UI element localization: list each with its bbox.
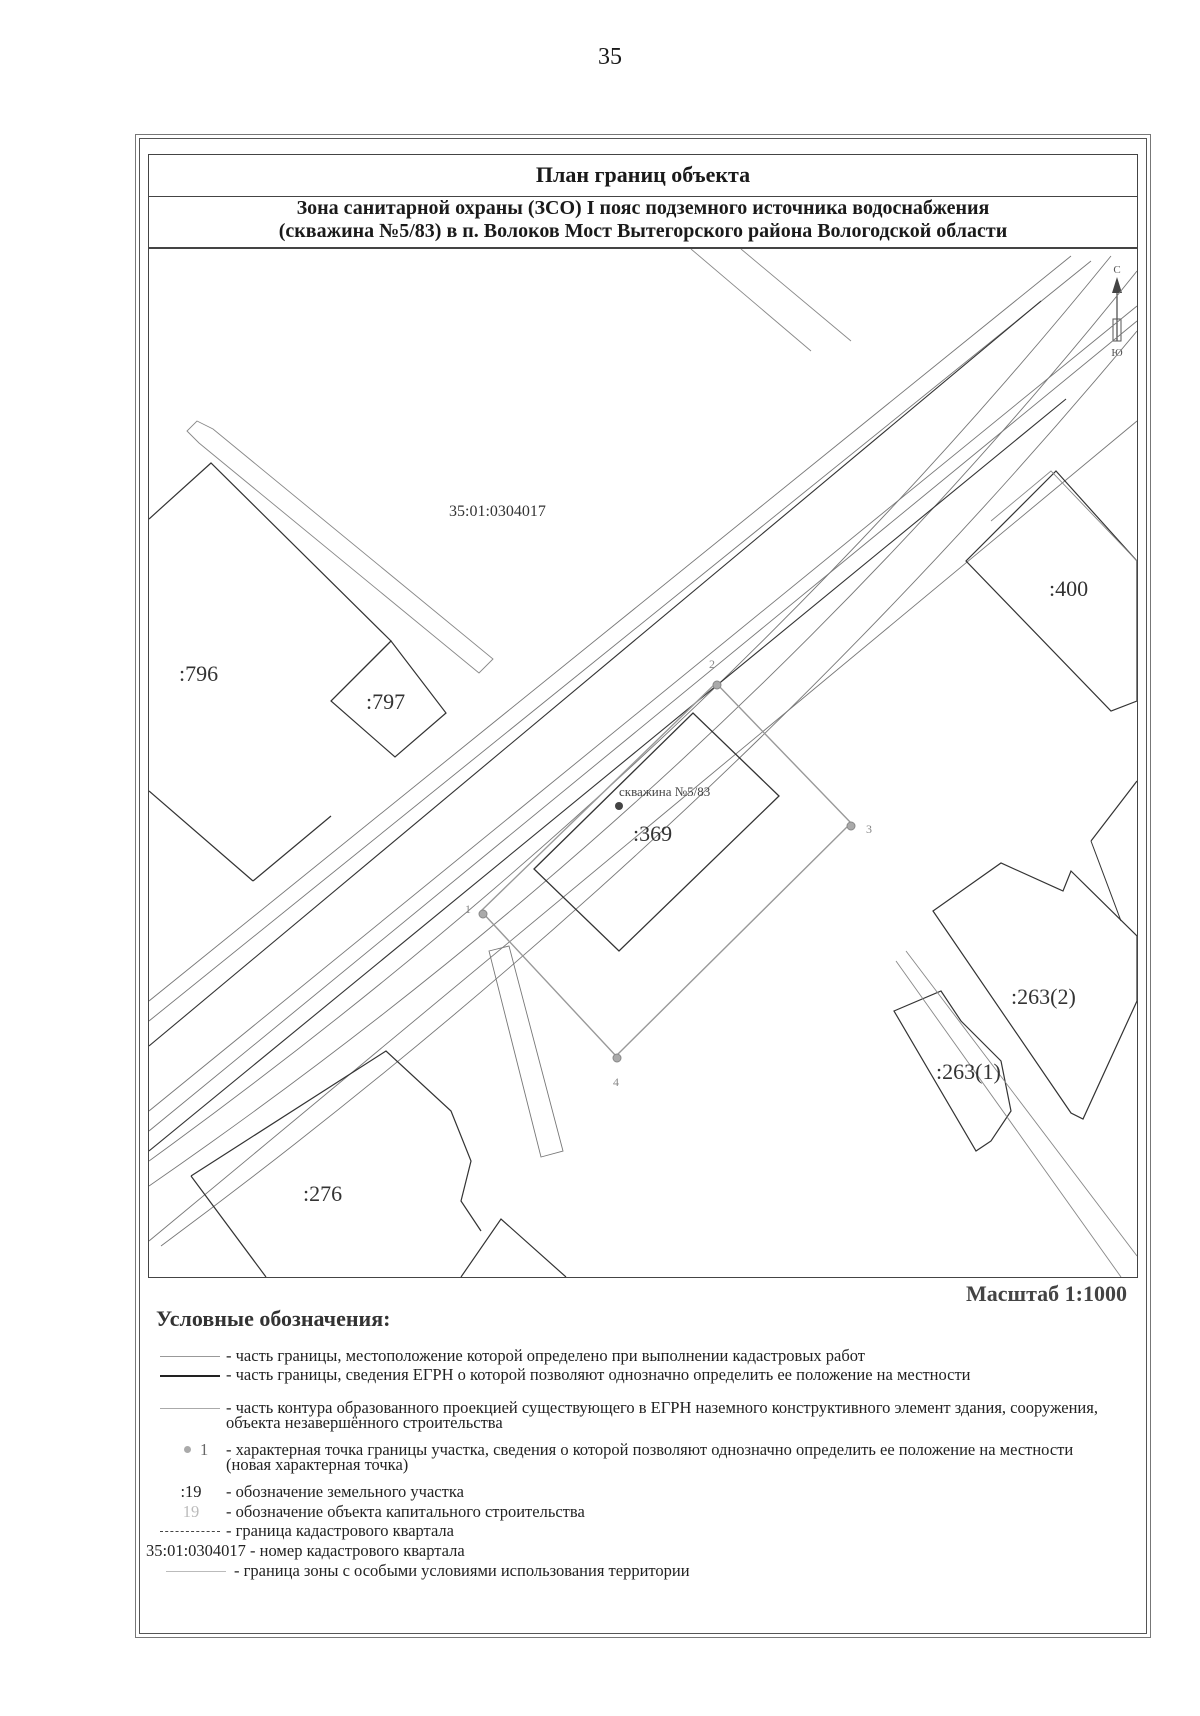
legend-item: - граница кадастрового квартала (156, 1523, 1106, 1538)
legend-item: :19 - обозначение земельного участка (180, 1482, 464, 1501)
point-3-label: 3 (866, 822, 872, 836)
compass-icon (1111, 264, 1122, 359)
legend-item: - граница зоны с особыми условиями использования территории (156, 1563, 1114, 1578)
parcel-263-1-label: :263(1) (936, 1059, 1001, 1084)
legend-item: - часть контура образованного проекцией существующего в ЕГРН наземного конструктивного элемент здания, сооружения, объекта незавершённого строительства (156, 1400, 1106, 1430)
quarter-number-label: 35:01:0304017 (449, 503, 546, 520)
legend-item: 35:01:0304017 - номер кадастрового квартала (146, 1541, 465, 1560)
legend-item: 19 - обозначение объекта капитального строительства (182, 1502, 585, 1521)
point-1-label: 1 (465, 902, 471, 916)
map-area (148, 248, 1138, 1278)
compass-north: С (1113, 264, 1121, 276)
parcel-400-label: :400 (1049, 576, 1089, 601)
plan-subtitle (148, 196, 1138, 248)
compass-south: Ю (1111, 347, 1123, 359)
parcel-263-2-label: :263(2) (1011, 984, 1076, 1009)
subtitle-line-2: (скважина №5/83) в п. Волоков Мост Вытегорского района Вологодской области (278, 220, 1008, 242)
parcel-276-label: :276 (303, 1181, 343, 1206)
parcel-369-label: :369 (633, 821, 673, 846)
well-label: скважина №5/83 (619, 784, 711, 799)
strip-top-left (187, 421, 493, 673)
map-scale: Масштаб 1:1000 (965, 1281, 1127, 1306)
legend-title: Условные обозначения: (156, 1306, 391, 1331)
subtitle-line-1: Зона санитарной охраны (ЗСО) I пояс подземного источника водоснабжения (296, 197, 990, 219)
map-drawing (149, 249, 1137, 1277)
road-lines (149, 256, 1137, 1246)
well-marker (615, 802, 623, 810)
legend-item: - часть границы, местоположение которой определено при выполнении кадастровых работ (156, 1348, 1106, 1363)
legend-item: - часть границы, сведения ЕГРН о которой позволяют однозначно определить ее положение на местности (156, 1367, 1106, 1382)
point-2-label: 2 (709, 657, 715, 671)
point-4-label: 4 (613, 1075, 619, 1089)
page-number: 35 (598, 44, 622, 70)
legend-item: 1 - характерная точка границы участка, сведения о которой позволяют однозначно определить ее положение на местности (новая характерная точка) (156, 1442, 1106, 1472)
plan-title: План границ объекта (148, 154, 1138, 197)
parcel-797-label: :797 (366, 689, 406, 714)
parcel-796-label: :796 (179, 661, 219, 686)
